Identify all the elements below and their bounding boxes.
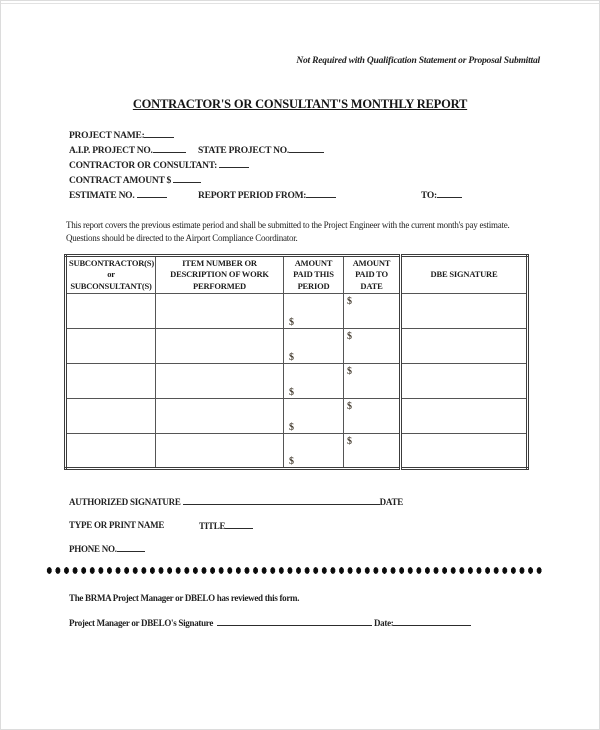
cell-dbe-signature (401, 329, 528, 364)
project-name-blank (144, 129, 174, 138)
type-or-print-name-label: TYPE OR PRINT NAME (69, 520, 165, 530)
cell-subcontractor (66, 329, 156, 364)
cell-dbe-signature (401, 399, 528, 434)
phone-no-label: PHONE NO. (69, 544, 117, 554)
pm-date-label: Date: (373, 618, 394, 628)
state-project-no-label: STATE PROJECT NO. (198, 146, 290, 156)
pm-signature-blank (217, 617, 372, 626)
table-row (66, 364, 528, 399)
cell-amount-to-date (344, 399, 401, 434)
cell-amount-to-date (344, 364, 401, 399)
project-no-line (69, 144, 569, 158)
dollar-sign: $ (289, 352, 294, 364)
review-statement-line (69, 593, 299, 603)
phone-no-blank (117, 543, 145, 552)
cell-description (156, 399, 284, 434)
cell-subcontractor (66, 434, 156, 469)
cell-amount-this-period (284, 399, 344, 434)
dollar-sign: $ (289, 422, 294, 434)
dotted-separator (45, 565, 542, 576)
cell-dbe-signature (401, 434, 528, 469)
dollar-sign: $ (347, 366, 352, 378)
col-header-amount-to-date: AMOUNT PAID TO DATE (344, 256, 401, 294)
dollar-sign: $ (289, 317, 294, 329)
report-period-to-label: TO: (421, 191, 437, 201)
dollar-sign: $ (347, 436, 352, 448)
cell-description (156, 364, 284, 399)
cell-dbe-signature (401, 364, 528, 399)
cell-amount-this-period (284, 364, 344, 399)
authorized-signature-blank (183, 496, 380, 505)
date-label: DATE (379, 497, 403, 507)
print-name-line (69, 520, 226, 531)
table-row (66, 294, 528, 329)
contract-amount-label: CONTRACT AMOUNT $ (69, 176, 172, 186)
cell-subcontractor (66, 294, 156, 329)
estimate-no-label: ESTIMATE NO. (69, 191, 135, 201)
contract-amount-blank (173, 174, 201, 183)
col-header-dbe-signature: DBE SIGNATURE (401, 256, 528, 294)
pm-date-blank (393, 617, 471, 626)
contractor-line (69, 159, 569, 173)
cell-description (156, 434, 284, 469)
authorized-signature-line (69, 496, 403, 507)
dollar-sign: $ (289, 387, 294, 399)
col-header-subcontractor: SUBCONTRACTOR(S) or SUBCONSULTANT(S) (66, 256, 156, 294)
report-period-from-label: REPORT PERIOD FROM: (198, 191, 307, 201)
col-header-description: ITEM NUMBER OR DESCRIPTION OF WORK PERFORMED (156, 256, 284, 294)
aip-project-no-label: A.I.P. PROJECT NO. (69, 146, 153, 156)
title-blank (225, 520, 253, 529)
cell-amount-this-period (284, 329, 344, 364)
project-name-label: PROJECT NAME: (69, 131, 145, 141)
cell-description (156, 329, 284, 364)
report-period-from-blank (306, 189, 336, 198)
phone-line (69, 543, 145, 554)
state-project-no-blank (289, 144, 324, 153)
col-header-amount-this-period: AMOUNT PAID THIS PERIOD (284, 256, 344, 294)
contractor-label: CONTRACTOR OR CONSULTANT: (69, 161, 218, 171)
table-row (66, 329, 528, 364)
estimate-no-blank (137, 189, 167, 198)
project-name-line (69, 129, 569, 143)
cell-subcontractor (66, 364, 156, 399)
cell-amount-to-date (344, 294, 401, 329)
table-header-row (66, 256, 528, 294)
dollar-sign: $ (347, 296, 352, 308)
contractor-blank (219, 159, 249, 168)
cell-amount-to-date (344, 434, 401, 469)
dollar-sign: $ (289, 456, 294, 468)
cell-subcontractor (66, 399, 156, 434)
title-label: TITLE (199, 521, 226, 531)
estimate-line (69, 189, 569, 203)
pm-signature-line (69, 617, 471, 628)
table-row (66, 434, 528, 469)
cell-amount-to-date (344, 329, 401, 364)
form-title: CONTRACTOR'S OR CONSULTANT'S MONTHLY REPORT (132, 97, 468, 111)
instructions-paragraph: This report covers the previous estimate period and shall be submitted to the Project Engineer with the current month's pay estimate. Questions should be directed to the Airport Compliance Coordinator. (66, 220, 510, 243)
table-row (66, 399, 528, 434)
review-statement: The BRMA Project Manager or DBELO has reviewed this form. (69, 593, 300, 603)
pm-signature-label: Project Manager or DBELO's Signature (69, 618, 214, 628)
top-right-note: Not Required with Qualification Statement or Proposal Submittal (296, 56, 540, 66)
subcontractor-payment-table (64, 254, 529, 470)
dollar-sign: $ (347, 331, 352, 343)
authorized-signature-label: AUTHORIZED SIGNATURE (69, 497, 181, 507)
cell-dbe-signature (401, 294, 528, 329)
cell-description (156, 294, 284, 329)
dollar-sign: $ (347, 401, 352, 413)
contract-amount-line (69, 174, 569, 188)
aip-project-no-blank (153, 144, 186, 153)
cell-amount-this-period (284, 294, 344, 329)
cell-amount-this-period (284, 434, 344, 469)
report-period-to-blank (437, 189, 462, 198)
